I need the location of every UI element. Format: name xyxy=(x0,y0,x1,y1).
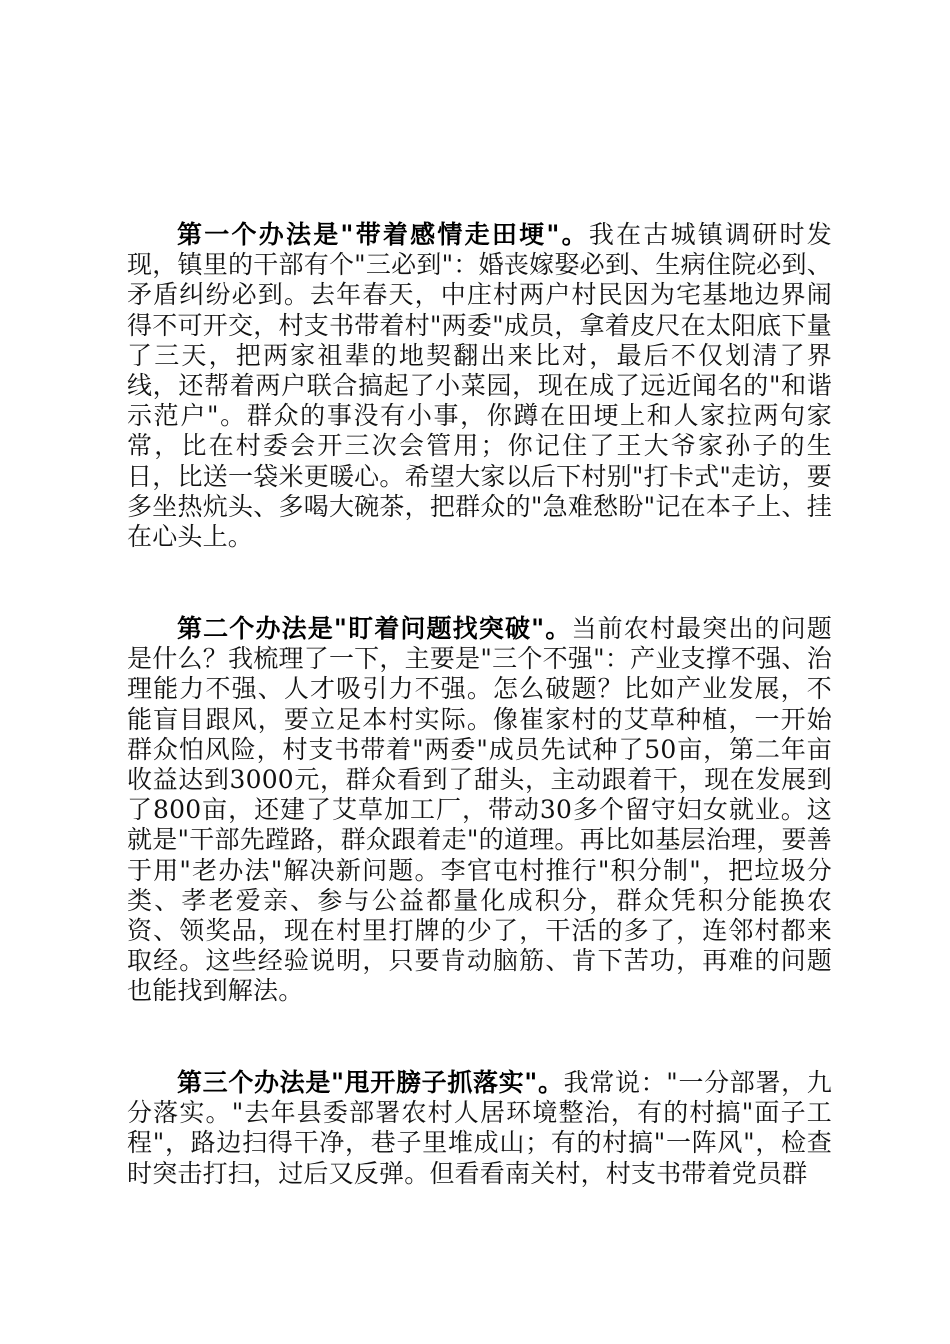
paragraph-lead: 第一个办法是"带着感情走田埂"。 xyxy=(177,220,589,249)
paragraph-lead: 第二个办法是"盯着问题找突破"。 xyxy=(177,614,572,643)
paragraph-method-one xyxy=(127,220,832,552)
paragraph-body: 我常说："一分部署，九分落实。"去年县委部署农村人居环境整治，有的村搞"面子工程"，路边扫得干净，巷子里堆成山；有的村搞"一阵风"，检查时突击打扫，过后又反弹。但看看南关村，村支书带着党员群 xyxy=(127,1068,832,1188)
paragraph-body: 当前农村最突出的问题是什么？我梳理了一下，主要是"三个不强"：产业支撑不强、治理能力不强、人才吸引力不强。怎么破题？比如产业发展，不能盲目跟风，要立足本村实际。像崔家村的艾草种植，一开始群众怕风险，村支书带着"两委"成员先试种了50亩，第二年亩收益达到3000元，群众看到了甜头，主动跟着干，现在发展到了800亩，还建了艾草加工厂，带动30多个留守妇女就业。这就是"干部先蹚路，群众跟着走"的道理。再比如基层治理，要善于用"老办法"解决新问题。李官屯村推行"积分制"，把垃圾分类、孝老爱亲、参与公益都量化成积分，群众凭积分能换农资、领奖品，现在村里打牌的少了，干活的多了，连邻村都来取经。这些经验说明，只要肯动脑筋、肯下苦功，再难的问题也能找到解法。 xyxy=(127,614,832,1006)
paragraph-method-three xyxy=(127,1068,832,1189)
paragraph-body: 我在古城镇调研时发现，镇里的干部有个"三必到"：婚丧嫁娶必到、生病住院必到、矛盾纠纷必到。去年春天，中庄村两户村民因为宅基地边界闹得不可开交，村支书带着村"两委"成员，拿着皮尺在太阳底下量了三天，把两家祖辈的地契翻出来比对，最后不仅划清了界线，还帮着两户联合搞起了小菜园，现在成了远近闻名的"和谐示范户"。群众的事没有小事，你蹲在田埂上和人家拉两句家常，比在村委会开三次会管用；你记住了王大爷家孙子的生日，比送一袋米更暖心。希望大家以后下村别"打卡式"走访，要多坐热炕头、多喝大碗茶，把群众的"急难愁盼"记在本子上、挂在心头上。 xyxy=(127,220,832,552)
paragraph-method-two xyxy=(127,614,832,1007)
paragraph-lead: 第三个办法是"甩开膀子抓落实"。 xyxy=(177,1068,564,1097)
